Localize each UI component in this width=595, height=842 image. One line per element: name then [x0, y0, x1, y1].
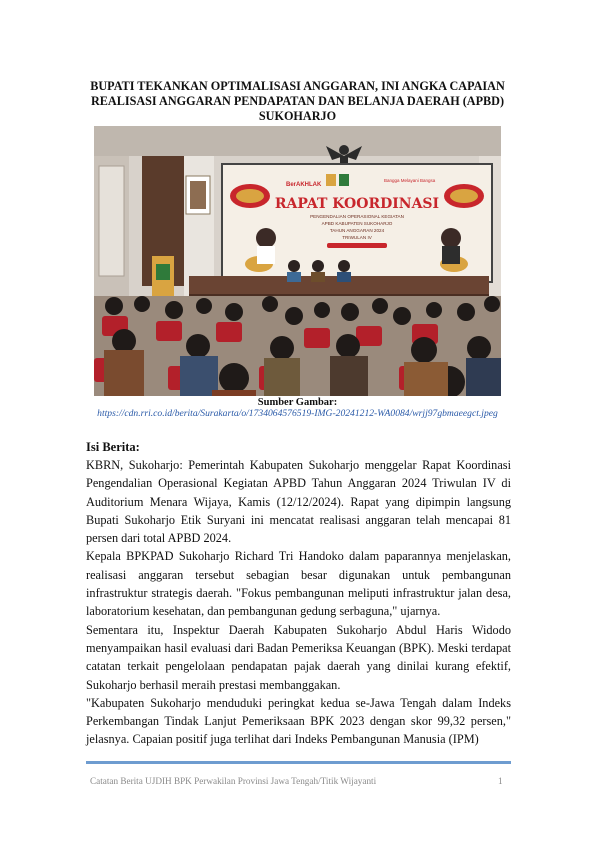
article-body	[86, 456, 511, 749]
page-number: 1	[498, 776, 503, 786]
paragraph: Sementara itu, Inspektur Daerah Kabupaten Sukoharjo Abdul Haris Widodo menyampaikan hasil evaluasi dari Badan Pemeriksa Keuangan (BPK). Meski terdapat catatan terkait pengelolaan pendapatan pajak daerah yang dinilai kurang efektif, Sukoharjo berhasil meraih prestasi membanggakan.	[86, 622, 511, 692]
paragraph: Kepala BPKPAD Sukoharjo Richard Tri Handoko dalam paparannya menjelaskan, realisasi anggaran tersebut sebagian besar digunakan untuk pembangunan infrastruktur strategis daerah. "Fokus pembangunan meliputi infrastruktur jalan desa, laboratorium kesehatan, dan pembangunan gedung serbaguna," ujarnya.	[86, 549, 511, 619]
section-heading: Isi Berita:	[86, 440, 140, 454]
article-photo	[94, 126, 501, 396]
banner-logo-right: Bangga Melayani Bangsa	[384, 178, 436, 183]
banner-logo-left: BerAKHLAK	[286, 182, 322, 188]
banner-subtitle-4: TRIWULAN IV	[342, 235, 372, 240]
footer-text: Catatan Berita UJDIH BPK Perwakilan Provinsi Jawa Tengah/Titik Wijayanti	[90, 776, 377, 786]
footer-divider	[86, 761, 511, 764]
image-source-url[interactable]: https://cdn.rri.co.id/berita/Surakarta/o/1734064576519-IMG-20241212-WA0084/wrjj97gbmaeegct.jpeg	[97, 408, 498, 419]
image-source-label: Sumber Gambar:	[257, 397, 338, 408]
article-title: BUPATI TEKANKAN OPTIMALISASI ANGGARAN, INI ANGKA CAPAIAN REALISASI ANGGARAN PENDAPATAN DAN BELANJA DAERAH (APBD) SUKOHARJO	[90, 79, 505, 123]
paragraph: KBRN, Sukoharjo: Pemerintah Kabupaten Sukoharjo menggelar Rapat Koordinasi Pengendalian Operasional Kegiatan APBD Tahun Anggaran 2024 Triwulan IV di Auditorium Menara Wijaya, Kamis (12/12/2024). Rapat yang dipimpin langsung Bupati Sukoharjo Etik Suryani ini mencatat realisasi anggaran telah mencapai 81 persen dari total APBD 2024.	[86, 458, 511, 546]
banner-subtitle-2: APBD KABUPATEN SUKOHARJO	[321, 221, 393, 226]
banner-subtitle-1: PENGENDALIAN OPERASIONAL KEGIATAN	[310, 214, 404, 219]
banner-subtitle-3: TAHUN ANGGARAN 2024	[329, 228, 385, 233]
paragraph: "Kabupaten Sukoharjo menduduki peringkat kedua se-Jawa Tengah dalam Indeks Perkembangan Tindak Lanjut Pemeriksaan BPK 2023 dengan skor 99,32 persen," jelasnya. Capaian positif juga terlihat dari Indeks Pembangunan Manusia (IPM)	[86, 695, 511, 747]
banner-title: RAPAT KOORDINASI	[274, 196, 440, 212]
